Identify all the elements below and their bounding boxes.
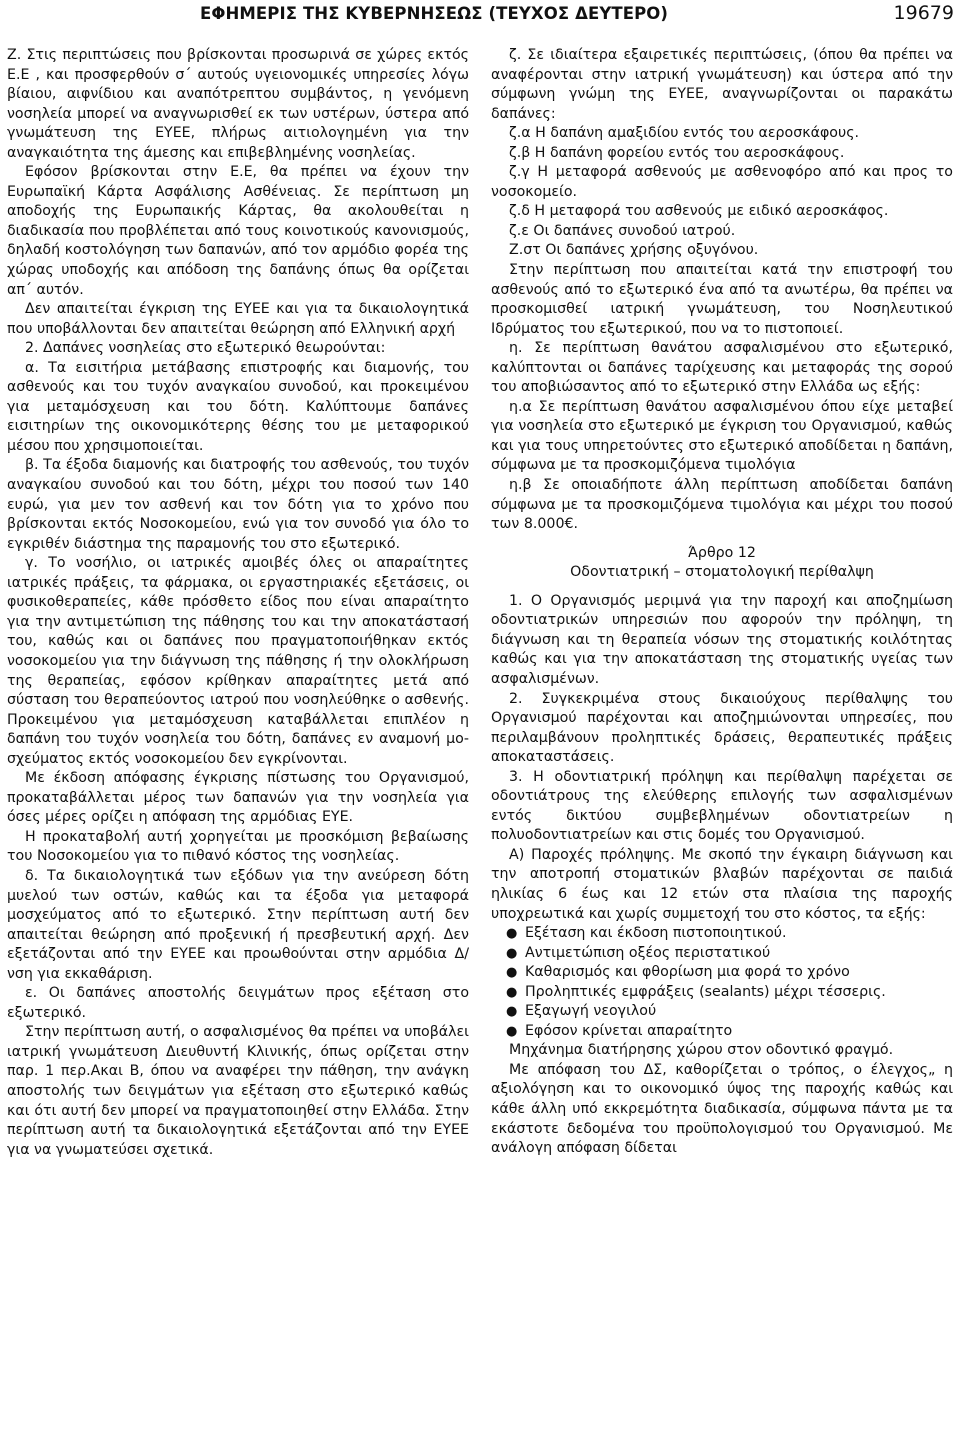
paragraph: Μηχάνημα διατήρησης χώρου στον οδοντικό φραγμό.	[509, 1042, 894, 1059]
article-title: Άρθρο 12	[688, 544, 756, 561]
article-subtitle: Οδοντιατρική – στοματολογική περίθαλψη	[570, 564, 874, 581]
list-item: ● Καθαρισμός και φθορίωση μια φορά το χρόνο	[491, 963, 953, 983]
paragraph: α. Τα εισιτήρια μετάβασης επιστροφής και διαμονής, του ασθενούς και του τυχόν αναγκαίου συνοδού, και προκειμένου για μεταμόσχευση και του δότη. Καλύπτουμε δαπάνες εισιτηρίων της οικονομικότερης θέσης του με μεταφορικού μέσου που χρησιμοποιείται.	[7, 359, 469, 454]
paragraph: 2. Συγκεκριμένα στους δικαιούχους περίθαλψης του Οργανισμού παρέχονται και αποζημιώνονται υπηρεσίες, που περιλαμβάνουν προληπτικές δράσεις, θεραπευτικές πράξεις αποκαταστάσεις.	[491, 690, 953, 766]
paragraph: Ζ.στ Οι δαπάνες χρήσης οξυγόνου.	[509, 242, 759, 259]
paragraph: Η προκαταβολή αυτή χορηγείται με προσκόμιση βεβαίωσης του Νοσοκομείου για το πιθανό κόστος της νοσηλείας.	[7, 828, 469, 865]
paragraph: 3. Η οδοντιατρική πρόληψη και περίθαλψη παρέχεται σε οδοντιάτρους της ελεύθερης επιλογής των ασφαλισμένων εντός δικτύου συμβεβλημένων οδοντιατρείων η πολυοδοντιατρείων και στις δομές του Οργανισμού.	[491, 768, 953, 844]
paragraph: η. Σε περίπτωση θανάτου ασφαλισμένου στο εξωτερικό, καλύπτονται οι δαπάνες ταρίχευσης και μεταφοράς της σορού του αποβιώσαντος από το εξωτερικό στην Ελλάδα ως εξής:	[491, 340, 953, 396]
paragraph: γ. Το νοσήλιο, οι ιατρικές αμοιβές όλες οι απαραίτητες ιατρικές πράξεις, τα φάρμακα, οι εργαστηριακές εξετάσεις, οι φυσικοθεραπείες, κάθε πρόσθετο είδος που είναι απαραίτητο για την αντιμετώπιση της πάθησης του και την αποκατάστασή του, καθώς και οι δαπάνες που πραγματοποιήθηκαν εκτός νοσοκομείου για την διάγνωση της πάθησης ή την ολοκλήρωση της θεραπείας, εφόσον κρίθηκαν απαραίτητες μετά από σύσταση του θεραπεύοντος ιατρού που νοσηλεύθηκε ο ασθενής. Προκειμένου για μεταμόσχευση καταβάλλεται επιπλέον η δαπάνη του τυχόν νοσηλεία του δότη, δαπάνες εν αναμονή μοσχεύματος εκτός νοσοκομείου δεν εγκρίνονται.	[7, 555, 469, 767]
paragraph: Εφόσον βρίσκονται στην Ε.Ε, θα πρέπει να έχουν την Ευρωπαϊκή Κάρτα Ασφάλισης Ασθένειας. Σε περίπτωση μη αποδοχής της Ευρωπαικής Κάρτας, θα ακολουθείται η διαδικασία που προβλέπεται από τους κοινοτικούς κανονισμούς, δηλαδή κοστολόγηση των δαπανών, από τον αρμόδιο φορέα της χώρας υποδοχής και απόδοση της δαπάνης όπως θα ορίζεται απ΄ αυτόν.	[7, 164, 469, 298]
paragraph: Με απόφαση του ΔΣ, καθορίζεται ο τρόπος, ο έλεγχος„ η αξιολόγηση και το οικονομικό ύψος της παροχής καθώς και κάθε άλλη υπό εκκρεμότητα διαδικασία, σύμφωνα πάντα με τα εκάστοτε δεδομένα του προϋπολογισμού του Οργανισμού. Με ανάλογη απόφαση δίδεται	[491, 1061, 953, 1157]
list-item: ● Εφόσον κρίνεται απαραίτητο	[491, 1022, 953, 1042]
paragraph: Στην περίπτωση αυτή, ο ασφαλισμένος θα πρέπει να υποβάλει ιατρική γνωμάτευση Διευθυντή Κλινικής, όπως ορίζεται στην παρ. 1 περ.Ακαι Β, όπου να αναφέρει την πάθηση, την ανάγκη αποστολής των δειγμάτων για εξέταση στο εξωτερικό καθώς και ότι αυτή δεν μπορεί να πραγματοποιηθεί στην Ελλάδα. Στην περίπτωση αυτή τα δικαιολογητικά εξετάζονται από την ΕΥΕΕ για να γνωματεύσει σχετικά.	[7, 1024, 469, 1158]
paragraph: η.β Σε οποιαδήποτε άλλη περίπτωση αποδίδεται δαπάνη σύμφωνα με τα προσκομιζόμενα τιμολόγια και μέχρι του ποσού των 8.000€.	[491, 477, 953, 533]
paragraph: Με έκδοση απόφασης έγκρισης πίστωσης του Οργανισμού, προκαταβάλλεται μέρος των δαπανών για την νοσηλεία για όσες μέρες ορίζει η απόφαση της αρμόδιας ΕΥΕ.	[7, 770, 469, 826]
paragraph: β. Τα έξοδα διαμονής και διατροφής του ασθενούς, του τυχόν αναγκαίου συνοδού και του δότη, μέχρι του ποσού των 140 ευρώ, για μεν τον ασθενή και τον δότη για το χρόνο που βρίσκονται εκτός Νοσοκομείου, ενώ για τον συνοδό για όλο το εγκριθέν διάστημα της παραμονής του στο εξωτερικό.	[7, 457, 469, 552]
paragraph: ζ. Σε ιδιαίτερα εξαιρετικές περιπτώσεις, (όπου θα πρέπει να αναφέρονται στην ιατρική γνωμάτευση) και ύστερα από την σύμφωνη γνώμη της ΕΥΕΕ, αναγνωρίζονται οι παρακάτω δαπάνες:	[491, 47, 953, 122]
paragraph: η.α Σε περίπτωση θανάτου ασφαλισμένου όπου είχε μεταβεί για νοσηλεία στο εξωτερικό με έγκριση του Οργανισμού, καθώς και για τους υπηρετούντες στο εξωτερικό αποδίδεται η δαπάνη, σύμφωνα με τα προσκομιζόμενα τιμολόγια	[491, 398, 953, 474]
list-item: ● Προληπτικές εμφράξεις (sealants) μέχρι τέσσερις.	[491, 983, 953, 1003]
paragraph: Στην περίπτωση που απαιτείται κατά την επιστροφή του ασθενούς από το εξωτερικό ένα από τα ανωτέρω, θα πρέπει να προσκομισθεί ιατρική γνωμάτευση, του Νοσηλευτικού Ιδρύματος του εξωτερικού, που να το πιστοποιεί.	[491, 262, 953, 337]
list-item: ● Αντιμετώπιση οξέος περιστατικού	[491, 944, 953, 964]
left-column	[7, 46, 469, 1160]
paragraph: δ. Τα δικαιολογητικά των εξόδων για την ανεύρεση δότη μυελού των οστών, καθώς και τα έξοδα για μεταφορά μοσχεύματος από το εξωτερικό. Στην περίπτωση αυτή δεν απαιτείται θεώρηση από προξενική ή πρεσβευτική αρχή. Δεν εξετάζονται από την ΕΥΕΕ και προωθούνται στην αρμόδια Δ/νση για εκκαθάριση.	[7, 867, 469, 982]
paragraph: ζ.α Η δαπάνη αμαξιδίου εντός του αεροσκάφους.	[509, 125, 860, 142]
list-item: ● Εξέταση και έκδοση πιστοποιητικού.	[491, 924, 953, 944]
paragraph: ζ.γ Η μεταφορά ασθενούς με ασθενοφόρο από και προς το νοσοκομείο.	[491, 164, 953, 200]
gazette-title: ΕΦΗΜΕΡΙΣ ΤΗΣ ΚΥΒΕΡΝΗΣΕΩΣ (ΤΕΥΧΟΣ ΔΕΥΤΕΡΟ)	[200, 4, 669, 23]
list-item: ● Εξαγωγή νεογιλού	[491, 1002, 953, 1022]
paragraph: Δεν απαιτείται έγκριση της ΕΥΕΕ και για τα δικαιολογητικά που υποβάλλονται δεν απαιτείται θεώρηση από Ελληνική αρχή	[7, 301, 469, 337]
paragraph: 1. Ο Οργανισμός μεριμνά για την παροχή και αποζημίωση οδοντιατρικών υπηρεσιών που αφορούν την πρόληψη, τη διάγνωση και τη θεραπεία νόσων της στοματικής κοιλότητας καθώς και για την αποκατάσταση της στοματικής υγείας των ασφαλισμένων.	[491, 592, 953, 687]
paragraph: ζ.ε Οι δαπάνες συνοδού ιατρού.	[509, 222, 736, 239]
paragraph: ε. Οι δαπάνες αποστολής δειγμάτων προς εξέταση στο εξωτερικό.	[7, 985, 469, 1021]
page-header	[0, 0, 960, 40]
paragraph: ζ.δ Η μεταφορά του ασθενούς με ειδικό αεροσκάφος.	[509, 203, 889, 220]
paragraph: 2. Δαπάνες νοσηλείας στο εξωτερικό θεωρούνται:	[25, 340, 386, 357]
paragraph: ζ.β Η δαπάνη φορείου εντός του αεροσκάφους.	[509, 144, 845, 161]
page-number: 19679	[893, 2, 954, 24]
right-column	[491, 46, 953, 1159]
prevention-list	[491, 924, 953, 1041]
paragraph: Α) Παροχές πρόληψης. Με σκοπό την έγκαιρη διάγνωση και την αποτροπή στοματικών βλαβών παρέχονται σε παιδιά ηλικίας 6 έως και 12 ετών στα πλαίσια της παροχής υποχρεωτικά και χωρίς συμμετοχή του στο κόστος, τα εξής:	[491, 846, 953, 922]
paragraph: Ζ. Στις περιπτώσεις που βρίσκονται προσωρινά σε χώρες εκτός Ε.Ε , και προσφερθούν σ΄ αυτούς υγειονομικές υπηρεσίες λόγω βίαιου, αιφνίδιου και αναπότρεπτου συμβάντος, η γενόμενη νοσηλεία μπορεί να αναγνωρισθεί εκ των υστέρων, ύστερα από γνωμάτευση της ΕΥΕΕ, πλήρως αιτιολογημένη για την αναγκαιότητα της άμεσης και επιβεβλημένης νοσηλείας.	[7, 47, 469, 161]
